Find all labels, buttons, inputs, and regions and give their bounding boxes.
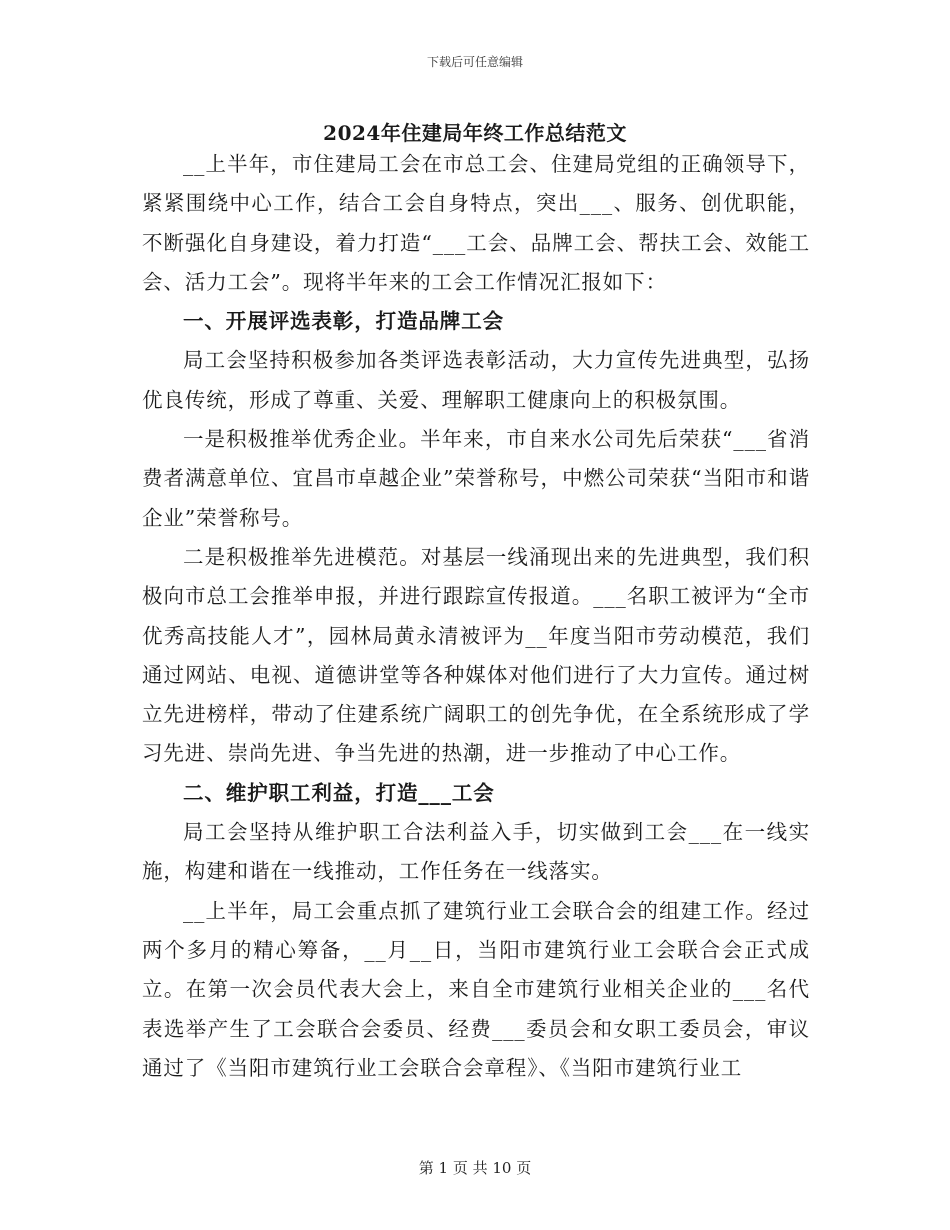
paragraph-awards-overview: 局工会坚持积极参加各类评选表彰活动，大力宣传先进典型，弘扬优良传统，形成了尊重、关爱、理解职工健康向上的积极氛围。: [142, 348, 810, 412]
document-body: [142, 145, 810, 1088]
section-heading-2: 二、维护职工利益，打造___工会: [183, 780, 495, 805]
paragraph-union-federation: __上半年，局工会重点抓了建筑行业工会联合会的组建工作。经过两个多月的精心筹备，__月__日，当阳市建筑行业工会联合会正式成立。在第一次会员代表大会上，来自全市建筑行业相关企业的___名代表选举产生了工会联合会委员、经费___委员会和女职工委员会，审议通过了《当阳市建筑行业工会联合会章程》、《当阳市建筑行业工: [142, 898, 810, 1080]
document-title: 2024年住建局年终工作总结范文: [323, 121, 627, 145]
paragraph-advanced-models: 二是积极推举先进模范。对基层一线涌现出来的先进典型，我们积极向市总工会推举申报，并进行跟踪宣传报道。___名职工被评为“全市优秀高技能人才”，园林局黄永清被评为__年度当阳市劳动模范，我们通过网站、电视、道德讲堂等各种媒体对他们进行了大力宣传。通过树立先进榜样，带动了住建系统广阔职工的创先争优，在全系统形成了学习先进、崇尚先进、争当先进的热潮，进一步推动了中心工作。: [142, 544, 810, 766]
paragraph-worker-rights: 局工会坚持从维护职工合法利益入手，切实做到工会___在一线实施，构建和谐在一线推动，工作任务在一线落实。: [142, 820, 810, 884]
download-note: 下载后可任意编辑: [426, 55, 523, 69]
paragraph-intro: __上半年，市住建局工会在市总工会、住建局党组的正确领导下，紧紧围绕中心工作，结合工会自身特点，突出___、服务、创优职能，不断强化自身建设，着力打造“___工会、品牌工会、帮扶工会、效能工会、活力工会”。现将半年来的工会工作情况汇报如下：: [142, 152, 810, 294]
section-heading-1: 一、开展评选表彰，打造品牌工会: [183, 309, 504, 334]
paragraph-excellent-enterprises: 一是积极推举优秀企业。半年来，市自来水公司先后荣获“___省消费者满意单位、宜昌市卓越企业”荣誉称号，中燃公司荣获“当阳市和谐企业”荣誉称号。: [142, 427, 810, 530]
page-number: 第 1 页 共 10 页: [418, 1159, 532, 1177]
